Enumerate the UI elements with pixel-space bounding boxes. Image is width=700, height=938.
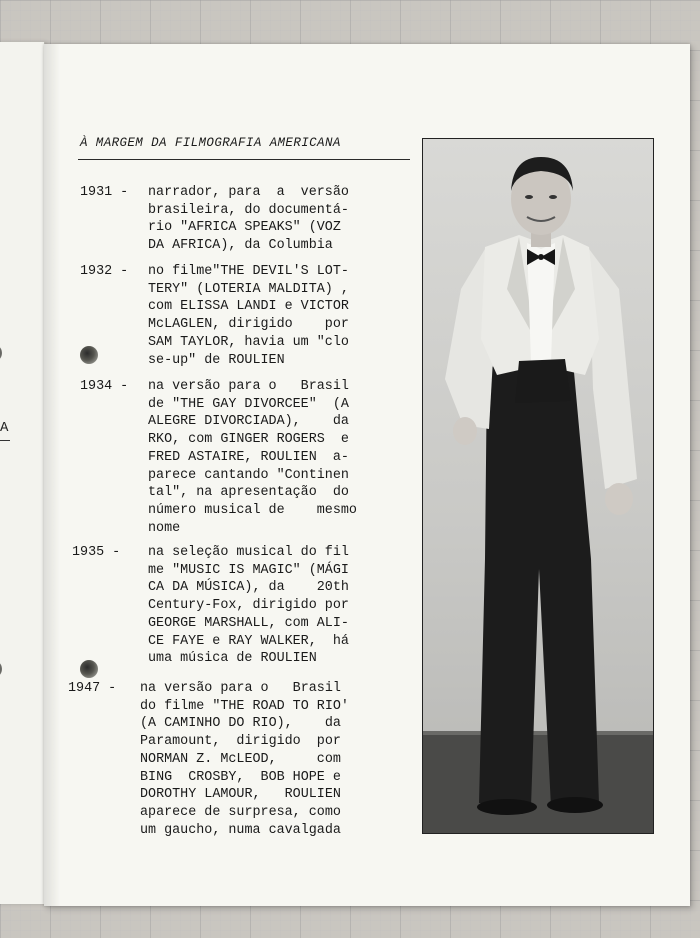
header-rule <box>78 159 410 160</box>
entry-year: 1934 - <box>80 379 129 394</box>
page-header: À MARGEM DA FILMOGRAFIA AMERICANA <box>80 136 341 150</box>
punch-hole <box>80 660 98 678</box>
entry-text: narrador, para a versão brasileira, do documentá- rio "AFRICA SPEAKS" (VOZ DA AFRICA), da Columbia <box>148 185 349 254</box>
page-spine-shadow <box>44 44 60 906</box>
entry-text: no filme"THE DEVIL'S LOT- TERY" (LOTERIA MALDITA) , com ELISSA LANDI e VICTOR McLAGLEN, dirigido por SAM TAYLOR, havia um "clo se-up" de ROULIEN <box>148 264 349 368</box>
adjacent-left-page <box>0 42 45 904</box>
left-page-text-fragment: A <box>0 420 9 436</box>
document-page <box>44 44 690 906</box>
punch-hole <box>0 344 2 362</box>
portrait-figure <box>423 139 653 833</box>
left-page-rule <box>0 440 10 441</box>
entry-year: 1932 - <box>80 264 129 279</box>
entry-text: na versão para o Brasil de "THE GAY DIVORCEE" (A ALEGRE DIVORCIADA), da RKO, com GINGER ROGERS e FRED ASTAIRE, ROULIEN a- parece cantando "Continen tal", na apresentação do número musical de mesmo nome <box>148 379 357 536</box>
entry-year: 1935 - <box>72 545 121 560</box>
punch-hole <box>80 346 98 364</box>
entry-year: 1931 - <box>80 185 129 200</box>
entry-year: 1947 - <box>68 681 117 696</box>
entry-text: na seleção musical do fil me "MUSIC IS MAGIC" (MÁGI CA DA MÚSICA), da 20th Century-Fox, dirigido por GEORGE MARSHALL, com ALI- CE FAYE e RAY WALKER, há uma música de ROULIEN <box>148 545 349 667</box>
entry-text: na versão para o Brasil do filme "THE ROAD TO RIO' (A CAMINHO DO RIO), da Paramount, dirigido por NORMAN Z. McLEOD, com BING CROSBY, BOB HOPE e DOROTHY LAMOUR, ROULIEN aparece de surpresa, como um gaucho, numa cavalgada <box>140 681 349 838</box>
punch-hole <box>0 660 2 678</box>
portrait-photo <box>422 138 654 834</box>
